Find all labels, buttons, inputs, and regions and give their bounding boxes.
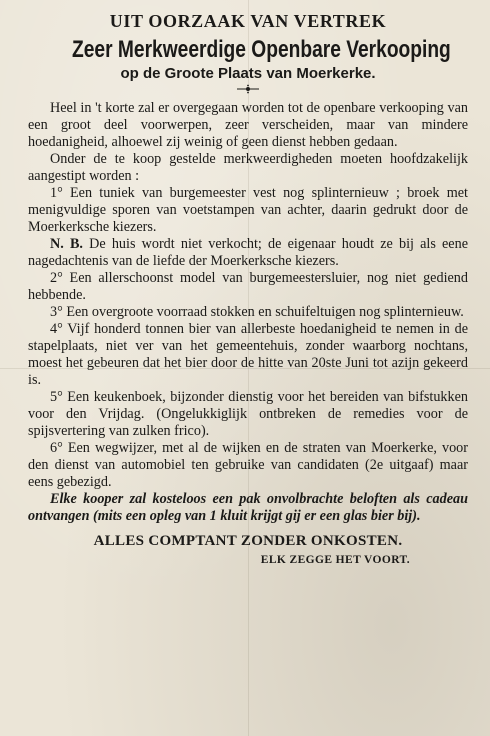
- title-sub: op de Groote Plaats van Moerkerke.: [120, 65, 376, 82]
- italic-note: Elke kooper zal kosteloos een pak onvolbrachte beloften als cadeau ontvangen (mits een opleg van 1 kluit krijgt gij er een glas bier bij).: [28, 491, 468, 524]
- title-top: UIT OORZAAK VAN VERTREK: [109, 11, 387, 31]
- item-2: 2° Een allerschoonst model van burgemeestersluier, nog niet gediend hebbende.: [28, 270, 468, 303]
- intro-paragraph: Heel in 't korte zal er overgegaan worden tot de openbare verkooping van een groot deel voorwerpen, zeer verscheiden, maar van mindere hoedanigheid, alhoewel zij weinig of geen dienst hebben gedaan.: [28, 100, 468, 150]
- footer-sub: ELK ZEGGE HET VOORT.: [260, 554, 410, 566]
- item-6: 6° Een wegwijzer, met al de wijken en de straten van Moerkerke, voor den dienst van automobiel ten gebruike van candidaten (2e uitgaaf) maar eens gebezigd.: [28, 440, 468, 490]
- italic-note-block: [28, 491, 468, 525]
- poster-body: [28, 100, 468, 491]
- poster-content: [28, 10, 468, 566]
- item-5: 5° Een keukenboek, bijzonder dienstig voor het bereiden van bifstukken voor den Vrijdag. (Ongelukkiglijk ontbreken de remedies voor de spijsvertering van zulken frico).: [28, 389, 468, 439]
- nb-text: De huis wordt niet verkocht; de eigenaar houdt ze bij als eene nagedachtenis van de liefde der Moerkerksche kiezers.: [28, 236, 468, 269]
- item-4: 4° Vijf honderd tonnen bier van allerbeste hoedanigheid te nemen in de stapelplaats, niet ver van het gemeentehuis, zonder waarborg nochtans, moest het gebeuren dat het bier door de hitte van 20ste Juni tot azijn gekeerd is.: [28, 321, 468, 388]
- nb-label: N. B.: [50, 236, 83, 252]
- nb-paragraph: [28, 236, 468, 270]
- ornament-divider-icon: [235, 84, 261, 94]
- footer-main: ALLES COMPTANT ZONDER ONKOSTEN.: [93, 533, 403, 549]
- items-intro-paragraph: Onder de te koop gestelde merkweerdigheden moeten hoofdzakelijk aangestipt worden :: [28, 151, 468, 184]
- item-1: 1° Een tuniek van burgemeester vest nog splinternieuw ; broek met menigvuldige sporen van voetstampen van achter, daarin gedrukt door de Moerkerksche kiezers.: [28, 185, 468, 235]
- item-3: 3° Een overgroote voorraad stokken en schuifeltuigen nog splinternieuw.: [50, 304, 464, 320]
- title-main: Zeer Merkweerdige Openbare Verkooping: [72, 36, 451, 63]
